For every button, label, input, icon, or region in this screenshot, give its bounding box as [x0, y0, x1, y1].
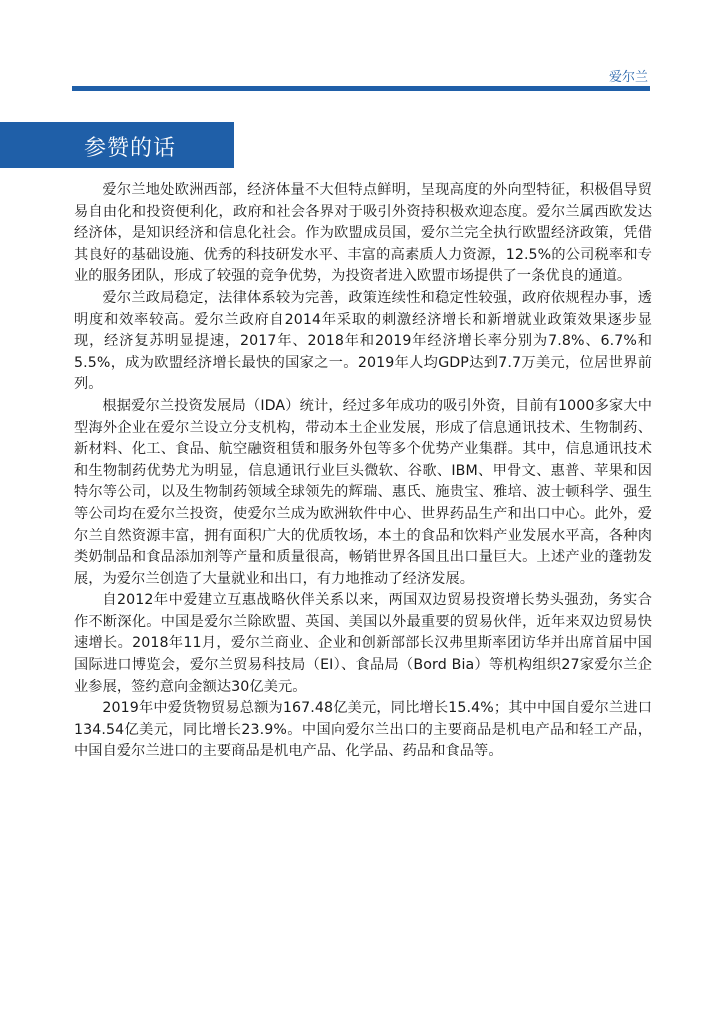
paragraph: 爱尔兰政局稳定，法律体系较为完善，政策连续性和稳定性较强，政府依规程办事，透明度和效率较高。爱尔兰政府自2014年采取的刺激经济增长和新增就业政策效果逐步显现，经济复苏明显提速，2017年、2018年和2019年经济增长率分别为7.8%、6.7%和5.5%，成为欧盟经济增长最快的国家之一。2019年人均GDP达到7.7万美元，位居世界前列。	[74, 289, 652, 393]
paragraph: 爱尔兰地处欧洲西部，经济体量不大但特点鲜明，呈现高度的外向型特征，积极倡导贸易自由化和投资便利化，政府和社会各界对于吸引外资持积极欢迎态度。爱尔兰属西欧发达经济体，是知识经济和信息化社会。作为欧盟成员国，爱尔兰完全执行欧盟经济政策，凭借其良好的基础设施、优秀的科技研发水平、丰富的高素质人力资源，12.5%的公司税率和专业的服务团队，形成了较强的竞争优势，为投资者进入欧盟市场提供了一条优良的通道。	[74, 182, 652, 285]
running-header-country: 爱尔兰	[608, 70, 648, 85]
paragraph: 自2012年中爱建立互惠战略伙伴关系以来，两国双边贸易投资增长势头强劲，务实合作不断深化。中国是爱尔兰除欧盟、英国、美国以外最重要的贸易伙伴，近年来双边贸易快速增长。2018年11月，爱尔兰商业、企业和创新部部长汉弗里斯率团访华并出席首届中国国际进口博览会，爱尔兰贸易科技局（EI）、食品局（Bord Bia）等机构组织27家爱尔兰企业参展，签约意向金额达30亿美元。	[74, 592, 652, 695]
paragraph: 2019年中爱货物贸易总额为167.48亿美元，同比增长15.4%；其中中国自爱尔兰进口134.54亿美元，同比增长23.9%。中国向爱尔兰出口的主要商品是机电产品和轻工产品，中国自爱尔兰进口的主要商品是机电产品、化学品、药品和食品等。	[74, 700, 652, 760]
section-title: 参赞的话	[84, 136, 177, 161]
paragraph: 根据爱尔兰投资发展局（IDA）统计，经过多年成功的吸引外资，目前有1000多家大中型海外企业在爱尔兰设立分支机构，带动本土企业发展，形成了信息通讯技术、生物制药、新材料、化工、食品、航空融资租赁和服务外包等多个优势产业集群。其中，信息通讯技术和生物制药优势尤为明显，信息通讯行业巨头微软、谷歌、IBM、甲骨文、惠普、苹果和因特尔等公司，以及生物制药领域全球领先的辉瑞、惠氏、施贵宝、雅培、波士顿科学、强生等公司均在爱尔兰投资，使爱尔兰成为欧洲软件中心、世界药品生产和出口中心。此外，爱尔兰自然资源丰富，拥有面积广大的优质牧场，本土的食品和饮料产业发展水平高，各种肉类奶制品和食品添加剂等产量和质量很高，畅销世界各国且出口量巨大。上述产业的蓬勃发展，为爱尔兰创造了大量就业和出口，有力地推动了经济发展。	[74, 397, 652, 587]
header-rule	[72, 86, 650, 91]
section-title-bar	[0, 122, 234, 168]
body-text	[74, 180, 652, 763]
